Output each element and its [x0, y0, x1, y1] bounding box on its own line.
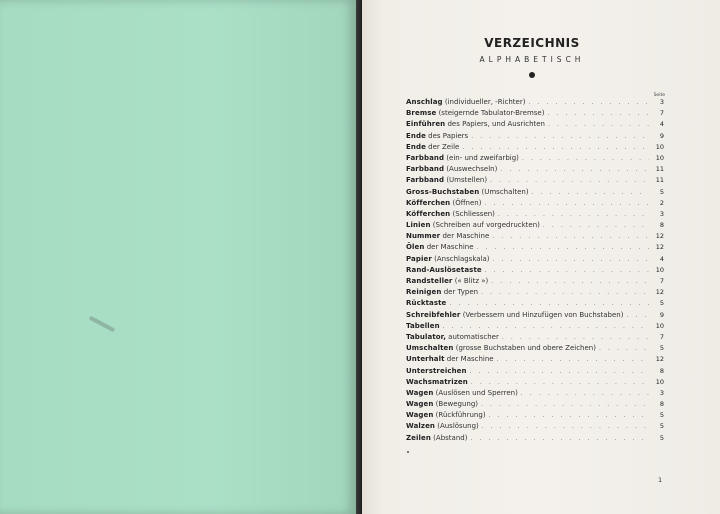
dot-leader: [489, 412, 649, 419]
entry-detail: des Papiers, und Ausrichten: [445, 120, 545, 129]
entry-page-number: 7: [659, 277, 664, 285]
entry-text: [406, 355, 494, 363]
index-entry: [406, 120, 664, 131]
entry-detail: (Umstellen): [444, 176, 488, 185]
entry-detail: (Abstand): [430, 433, 468, 442]
index-entry: [406, 322, 664, 333]
index-entry: [406, 199, 664, 210]
entry-text: [406, 255, 490, 263]
index-entry: [406, 154, 664, 165]
entry-text: [406, 176, 487, 184]
entry-text: [406, 367, 467, 375]
entry-keyword: Gross-Buchstaben: [406, 187, 480, 196]
entry-text: [406, 333, 499, 341]
entry-detail: automatischer: [445, 332, 499, 341]
entry-page-number: 11: [655, 165, 664, 174]
bullet-ornament: [529, 72, 535, 78]
entry-page-number: 5: [659, 344, 664, 353]
entry-detail: (steigernde Tabulator-Bremse): [436, 109, 545, 118]
entry-text: [406, 288, 478, 296]
index-entry: [406, 188, 664, 199]
entry-page-number: 10: [655, 153, 664, 162]
dot-leader: [547, 110, 649, 117]
index-entry: [406, 355, 664, 366]
entry-keyword: Köfferchen: [406, 209, 451, 218]
entry-text: [406, 143, 459, 151]
entry-text: [406, 277, 488, 285]
entry-detail: (Anschlagskala): [431, 254, 490, 263]
entry-page-number: 4: [659, 120, 664, 129]
dot-leader: [548, 121, 649, 128]
entry-detail: der Maschine: [444, 355, 494, 364]
entry-detail: (Schliessen): [450, 209, 495, 218]
entry-page-number: 4: [659, 254, 664, 263]
entry-page-number: 12: [655, 243, 664, 252]
entry-page-number: 5: [659, 411, 664, 420]
entry-text: [406, 109, 544, 117]
entry-detail: der Typen: [441, 288, 479, 297]
entry-text: [406, 322, 440, 330]
entry-detail: (grosse Buchstaben und obere Zeichen): [453, 344, 596, 353]
list-end-dot: [407, 451, 409, 453]
index-entry: [406, 311, 664, 322]
dot-leader: [484, 200, 649, 207]
index-entry: [406, 221, 664, 232]
entry-keyword: Tabellen: [406, 321, 440, 330]
entry-text: [406, 232, 489, 240]
entry-keyword: Zeilen: [406, 433, 431, 442]
dot-leader: [543, 222, 649, 229]
entry-detail: (« Blitz »): [452, 277, 489, 285]
entry-keyword: Bremse: [406, 109, 437, 118]
entry-detail: (Schreiben auf vorgedruckten): [430, 221, 540, 230]
index-entry: [406, 411, 664, 422]
dot-leader: [532, 189, 649, 196]
entry-page-number: 8: [659, 366, 664, 375]
dot-leader: [626, 312, 649, 319]
index-entry: [406, 210, 664, 221]
index-entry: [406, 378, 664, 389]
entry-page-number: 10: [655, 265, 664, 274]
index-entry: [406, 109, 664, 120]
index-entry: [406, 132, 664, 143]
entry-page-number: 5: [659, 187, 664, 196]
entry-text: [406, 132, 468, 140]
entry-detail: (ein- und zweifarbig): [444, 153, 519, 162]
entry-detail: (Auswechseln): [444, 165, 498, 174]
entry-text: [406, 188, 529, 196]
paper-mark: [89, 316, 116, 333]
index-entry: [406, 422, 664, 433]
entry-detail: (Rückführung): [433, 411, 486, 420]
index-entry: [406, 389, 664, 400]
entry-keyword: Papier: [406, 254, 432, 263]
entry-keyword: Nummer: [406, 232, 441, 241]
entry-keyword: Farbband: [406, 165, 445, 174]
index-entry: [406, 232, 664, 243]
index-entry: [406, 165, 664, 176]
dot-leader: [443, 323, 649, 330]
dot-leader: [470, 435, 649, 442]
entry-keyword: Unterstreichen: [406, 366, 467, 375]
entry-text: [406, 98, 525, 106]
index-entry: [406, 333, 664, 344]
index-page: [362, 0, 720, 514]
entry-detail: (Bewegung): [433, 400, 479, 409]
entry-page-number: 12: [655, 288, 664, 297]
entry-text: [406, 210, 495, 218]
entry-page-number: 3: [659, 98, 664, 106]
index-entry: [406, 98, 664, 109]
entry-text: [406, 165, 497, 173]
entry-text: [406, 154, 519, 162]
entry-keyword: Reinigen: [406, 288, 442, 297]
index-entry: [406, 434, 664, 445]
entry-keyword: Schreibfehler: [406, 310, 461, 319]
entry-text: [406, 422, 479, 430]
entry-text: [406, 344, 596, 352]
dot-leader: [477, 244, 649, 251]
index-entry: [406, 344, 664, 355]
index-entry: [406, 288, 664, 299]
entry-page-number: 12: [655, 355, 664, 364]
entry-keyword: Wachsmatrizen: [406, 377, 468, 386]
entry-text: [406, 120, 545, 128]
entry-detail: (Verbessern und Hinzufügen von Buchstaben): [460, 310, 624, 319]
dot-leader: [528, 99, 649, 106]
dot-leader: [481, 289, 649, 296]
dot-leader: [522, 155, 649, 162]
entry-keyword: Umschalten: [406, 344, 454, 353]
index-entry: [406, 243, 664, 254]
dot-leader: [471, 133, 649, 140]
entry-page-number: 11: [655, 176, 664, 185]
entry-text: [406, 199, 481, 207]
entry-detail: der Maschine: [440, 232, 490, 241]
entry-text: [406, 378, 468, 386]
entry-page-number: 2: [659, 198, 664, 207]
entry-detail: (Öffnen): [450, 198, 482, 207]
entry-keyword: Einführen: [406, 120, 446, 129]
entry-keyword: Ende: [406, 142, 426, 151]
left-page-blank: [0, 0, 356, 514]
index-entry: [406, 367, 664, 378]
entry-keyword: Rücktaste: [406, 299, 447, 308]
entry-detail: (Auslösung): [435, 422, 479, 431]
entry-keyword: Rand-Auslösetaste: [406, 265, 482, 274]
page-subtitle: ALPHABETISCH: [479, 55, 585, 64]
entry-page-number: 7: [659, 109, 664, 118]
dot-leader: [500, 166, 649, 173]
entry-detail: (Auslösen und Sperren): [433, 388, 518, 397]
dot-leader: [498, 211, 649, 218]
entry-page-number: 5: [659, 299, 664, 308]
entry-keyword: Ölen: [406, 243, 425, 252]
entry-text: [406, 434, 467, 442]
entry-page-number: 10: [655, 142, 664, 151]
index-entry: [406, 299, 664, 310]
dot-leader: [490, 177, 649, 184]
index-entry: [406, 400, 664, 411]
entry-text: [406, 266, 482, 274]
entry-keyword: Linien: [406, 221, 431, 230]
entry-detail: (individueller, -Richter): [442, 98, 526, 106]
entry-page-number: 3: [659, 388, 664, 397]
index-entry: [406, 143, 664, 154]
entry-page-number: 10: [655, 321, 664, 330]
entry-text: [406, 243, 474, 251]
entry-detail: der Maschine: [424, 243, 474, 252]
entry-page-number: 3: [659, 209, 664, 218]
dot-leader: [449, 300, 649, 307]
dot-leader: [471, 379, 649, 386]
dot-leader: [599, 345, 649, 352]
entry-text: [406, 400, 478, 408]
dot-leader: [493, 256, 649, 263]
entry-keyword: Wagen: [406, 411, 434, 420]
entry-detail: des Papiers: [425, 131, 469, 140]
entry-page-number: 8: [659, 400, 664, 409]
entry-keyword: Unterhalt: [406, 355, 445, 364]
entry-page-number: 12: [655, 232, 664, 241]
entry-text: [406, 389, 518, 397]
entry-page-number: 9: [659, 310, 664, 319]
entry-detail: der Zeile: [425, 142, 460, 151]
entry-page-number: 10: [655, 377, 664, 386]
entry-keyword: Wagen: [406, 388, 434, 397]
page-number: 1: [658, 476, 663, 484]
dot-leader: [462, 144, 649, 151]
entry-page-number: 7: [659, 332, 664, 341]
entry-detail: (Umschalten): [479, 187, 529, 196]
entry-keyword: Wagen: [406, 400, 434, 409]
dot-leader: [491, 278, 649, 285]
entry-page-number: 5: [659, 433, 664, 442]
entry-keyword: Farbband: [406, 176, 445, 185]
index-entry: [406, 266, 664, 277]
entry-page-number: 9: [659, 131, 664, 140]
page-title: VERZEICHNIS: [484, 36, 580, 50]
entry-page-number: 8: [659, 221, 664, 230]
entry-keyword: Farbband: [406, 153, 445, 162]
index-entry: [406, 176, 664, 187]
entry-keyword: Ende: [406, 131, 426, 140]
entry-keyword: Walzen: [406, 422, 435, 431]
page-column-header: Seite: [653, 93, 665, 98]
index-entry: [406, 277, 664, 288]
dot-leader: [485, 267, 649, 274]
dot-leader: [470, 368, 649, 375]
dot-leader: [481, 401, 649, 408]
index-entry: [406, 255, 664, 266]
entry-keyword: Anschlag: [406, 98, 443, 106]
dot-leader: [502, 334, 649, 341]
entry-keyword: Tabulator,: [406, 332, 446, 341]
entry-text: [406, 221, 540, 229]
entry-keyword: Randsteller: [406, 277, 453, 285]
dot-leader: [482, 423, 649, 430]
entry-keyword: Köfferchen: [406, 198, 451, 207]
entry-text: [406, 311, 623, 319]
dot-leader: [521, 390, 649, 397]
dot-leader: [492, 233, 649, 240]
dot-leader: [497, 356, 649, 363]
entry-text: [406, 299, 446, 307]
entry-text: [406, 411, 486, 419]
entry-page-number: 5: [659, 422, 664, 431]
index-list: [406, 98, 664, 445]
